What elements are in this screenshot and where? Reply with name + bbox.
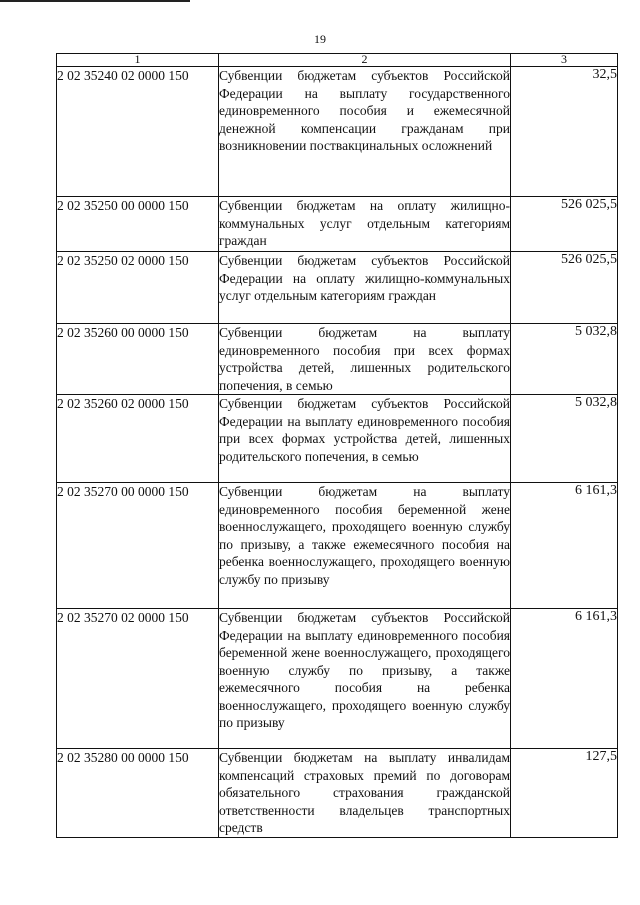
table-row [57, 324, 618, 395]
row-code: 2 02 35250 02 0000 150 [57, 252, 219, 324]
row-amount: 526 025,5 [511, 197, 618, 252]
row-description: Субвенции бюджетам на оплату жилищно-коммунальных услуг отдельным категориям граждан [219, 197, 511, 252]
row-description: Субвенции бюджетам субъектов Российской Федерации на выплату единовременного пособия при всех формах устройства детей, лишенных родительского попечения, в семью [219, 395, 511, 483]
row-description: Субвенции бюджетам на выплату единовременного пособия при всех формах устройства детей, лишенных родительского попечения, в семью [219, 325, 510, 393]
row-description: Субвенции бюджетам на выплату единовременного пособия беременной жене военнослужащего, проходящего военную службу по призыву, а также ежемесячного пособия на ребенка военнослужащего, проходящего военную службу по призыву [219, 483, 511, 609]
row-code: 2 02 35260 00 0000 150 [57, 324, 219, 395]
row-code: 2 02 35260 02 0000 150 [57, 395, 219, 483]
table-row [57, 67, 618, 197]
row-description: Субвенции бюджетам субъектов Российской Федерации на оплату жилищно-коммунальных услуг отдельным категориям граждан [219, 252, 511, 324]
row-code: 2 02 35280 00 0000 150 [57, 749, 219, 838]
column-header-3: 3 [511, 54, 618, 67]
budget-table [56, 53, 618, 838]
table-row [57, 252, 618, 324]
table-row [57, 197, 618, 252]
row-amount: 32,5 [511, 67, 618, 197]
page-number: 19 [314, 32, 326, 46]
row-amount: 6 161,3 [511, 609, 618, 749]
row-code: 2 02 35270 00 0000 150 [57, 483, 219, 609]
row-amount: 6 161,3 [511, 483, 618, 609]
row-description: Субвенции бюджетам субъектов Российской Федерации на выплату государственного единовременного пособия и ежемесячной денежной компенсации гражданам при возникновении поствакцинальных осложнений [219, 67, 511, 197]
row-code: 2 02 35240 02 0000 150 [57, 67, 219, 197]
column-header-1: 1 [57, 54, 219, 67]
row-description: Субвенции бюджетам субъектов Российской Федерации на выплату единовременного пособия беременной жене военнослужащего, проходящего военную службу по призыву, а также ежемесячного пособия на ребенка военнослужащего, проходящего военную службу по призыву [219, 609, 511, 749]
table-row [57, 749, 618, 838]
table-row [57, 609, 618, 749]
row-amount: 5 032,8 [511, 395, 618, 483]
row-amount: 127,5 [511, 749, 618, 838]
table-header-row [57, 54, 618, 67]
row-amount: 526 025,5 [511, 252, 618, 324]
top-rule [0, 0, 190, 2]
row-description: Субвенции бюджетам на выплату инвалидам компенсаций страховых премий по договорам обязательного страхования гражданской ответственности владельцев транспортных средств [219, 750, 510, 835]
table-row [57, 395, 618, 483]
row-code: 2 02 35250 00 0000 150 [57, 197, 219, 252]
row-code: 2 02 35270 02 0000 150 [57, 609, 219, 749]
table-row [57, 483, 618, 609]
row-amount: 5 032,8 [511, 324, 618, 395]
column-header-2: 2 [219, 54, 511, 67]
